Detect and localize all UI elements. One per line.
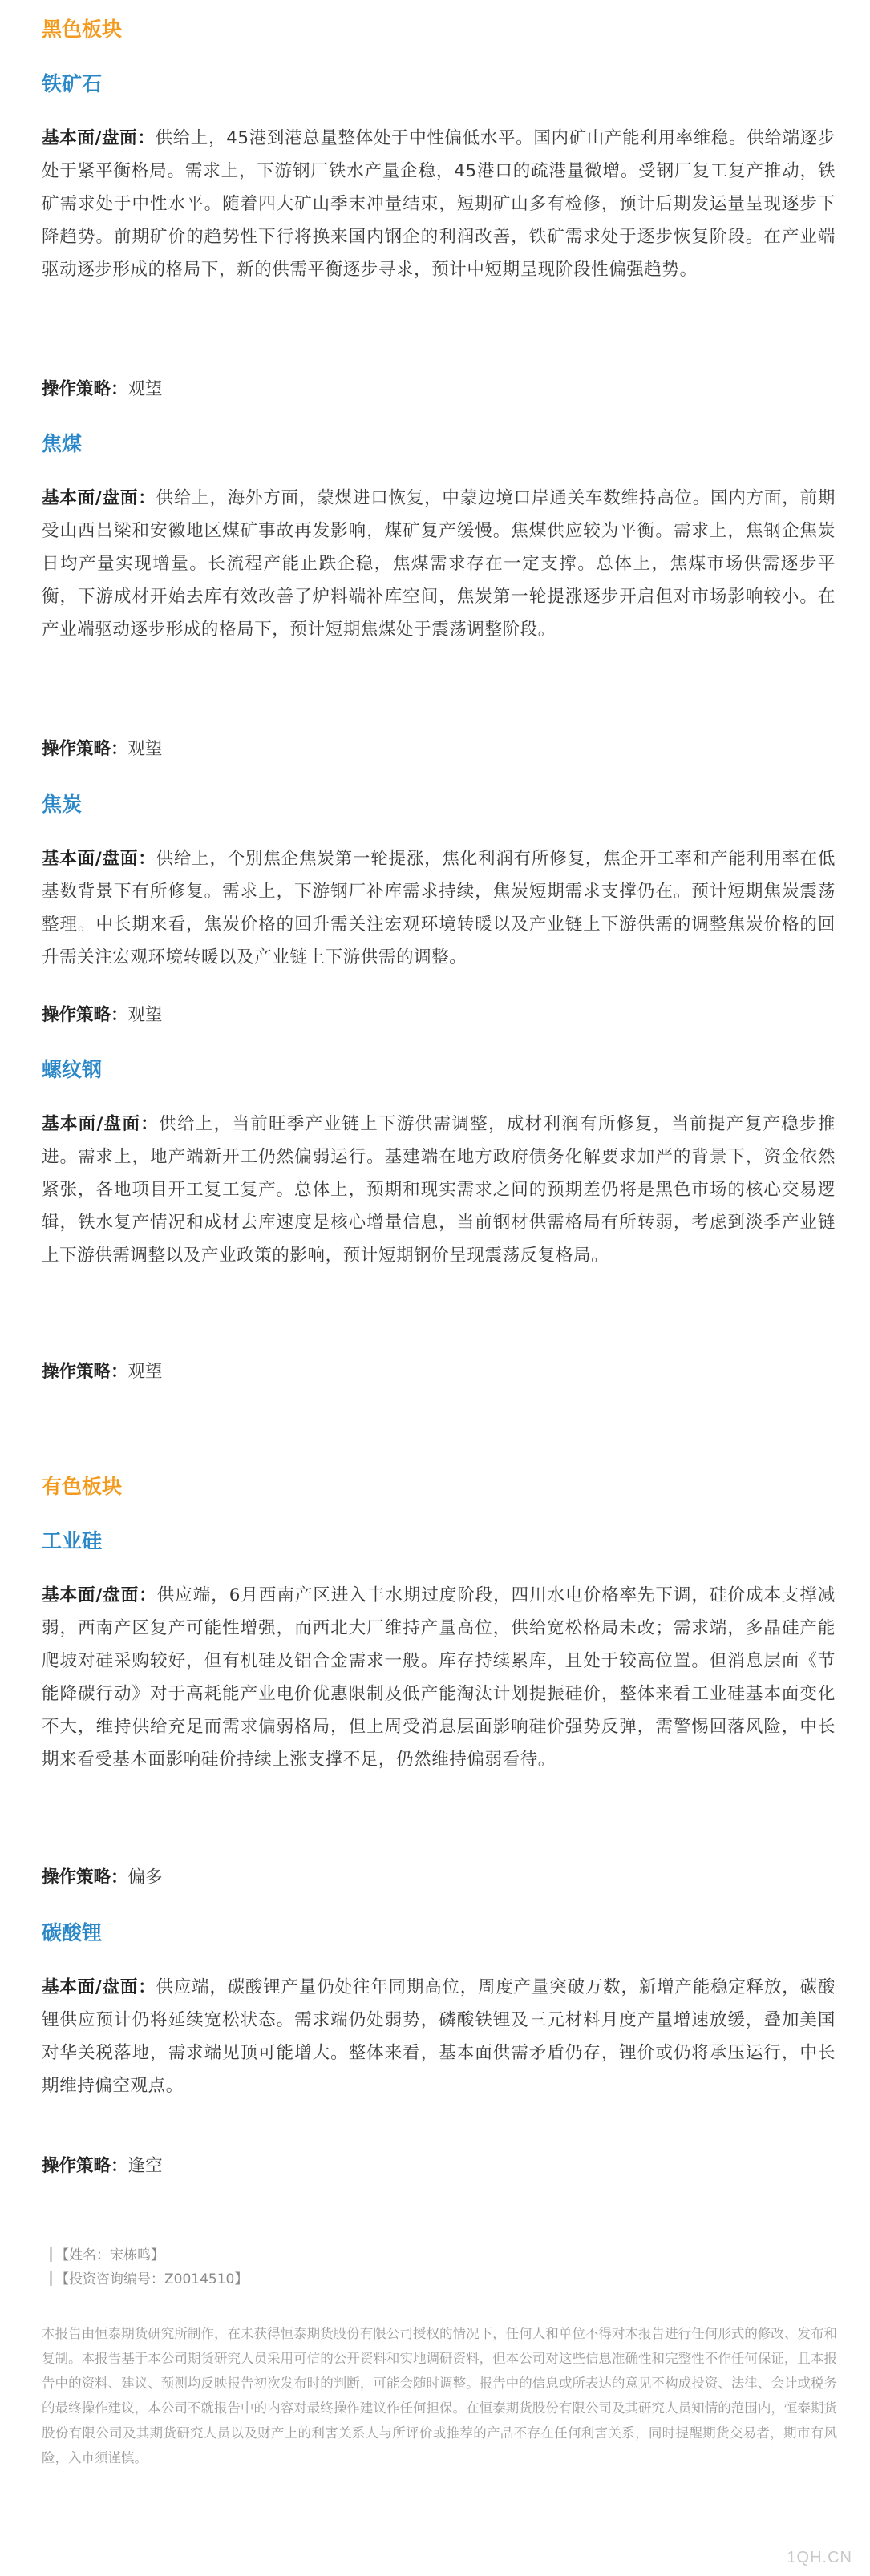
strategy-label: 操作策略： — [42, 1867, 128, 1888]
paragraph-coke — [42, 842, 836, 974]
strategy-value: 偏多 — [127, 1867, 163, 1888]
item-title-coke: 焦炭 — [42, 793, 83, 816]
strategy-label: 操作策略： — [42, 379, 128, 399]
fundamental-text: 供给上，当前旺季产业链上下游供需调整，成材利润有所修复，当前提产复产稳步推进。需求上，地产端新开工仍然偏弱运行。基建端在地方政府债务化解要求加严的背景下，资金依然紧张，各地项目开工复工复产。总体上，预期和现实需求之间的预期差仍将是黑色市场的核心交易逻辑，铁水复产情况和成材去库速度是核心增量信息，当前钢材供需格局有所转弱，考虑到淡季产业链上下游供需调整以及产业政策的影响，预计短期钢价呈现震荡反复格局。 — [42, 1114, 836, 1266]
strategy-coke — [42, 1002, 163, 1029]
fundamental-text: 供给上，个别焦企焦炭第一轮提涨，焦化利润有所修复，焦企开工率和产能利用率在低基数背景下有所修复。需求上，下游钢厂补库需求持续，焦炭短期需求支撑仍在。预计短期焦炭震荡整理。中长期来看，焦炭价格的回升需关注宏观环境转暖以及产业链上下游供需的调整焦炭价格的回升需关注宏观环境转暖以及产业链上下游供需的调整。 — [42, 849, 836, 967]
item-title-coking-coal: 焦煤 — [42, 432, 83, 455]
site-watermark: 1QH.CN — [787, 2549, 852, 2566]
item-title-rebar: 螺纹钢 — [42, 1058, 103, 1081]
fundamental-text: 供应端，碳酸锂产量仍处往年同期高位，周度产量突破万数，新增产能稳定释放，碳酸锂供应预计仍将延续宽松状态。需求端仍处弱势，磷酸铁锂及三元材料月度产量增速放缓，叠加美国对华关税落地，需求端见顶可能增大。整体来看，基本面供需矛盾仍存，锂价或仍将承压运行，中长期维持偏空观点。 — [42, 1977, 836, 2096]
strategy-value: 观望 — [127, 739, 163, 759]
strategy-value: 观望 — [127, 379, 163, 399]
strategy-value: 逢空 — [127, 2156, 163, 2176]
item-title-iron-ore: 铁矿石 — [42, 72, 103, 95]
paragraph-industrial-silicon — [42, 1579, 836, 1776]
strategy-value: 观望 — [127, 1005, 163, 1025]
strategy-label: 操作策略： — [42, 1362, 128, 1382]
fundamental-label: 基本面/盘面： — [42, 1114, 160, 1134]
strategy-label: 操作策略： — [42, 739, 128, 759]
disclaimer-text: 本报告由恒泰期货研究所制作，在未获得恒泰期货股份有限公司授权的情况下，任何人和单位不得对本报告进行任何形式的修改、发布和复制。本报告基于本公司期货研究人员采用可信的公开资料和实地调研资料，但本公司对这些信息准确性和完整性不作任何保证，且本报告中的资料、建议、预测均反映报告初次发布时的判断，可能会随时调整。报告中的信息或所表达的意见不构成投资、法律、会计或税务的最终操作建议，本公司不就报告中的内容对最终操作建议作任何担保。在恒泰期货股份有限公司及其研究人员知情的范围内，恒泰期货股份有限公司及其期货研究人员以及财产上的利害关系人与所评价或推荐的产品不存在任何利害关系，同时提醒期货交易者，期市有风险，入市须谨慎。 — [42, 2326, 837, 2465]
strategy-rebar — [42, 1359, 163, 1386]
item-title-industrial-silicon: 工业硅 — [42, 1529, 103, 1552]
strategy-coking-coal — [42, 736, 163, 763]
item-title-lithium-carbonate: 碳酸锂 — [42, 1921, 103, 1944]
fundamental-text: 供给上，海外方面，蒙煤进口恢复，中蒙边境口岸通关车数维持高位。国内方面，前期受山西吕梁和安徽地区煤矿事故再发影响，煤矿复产缓慢。焦煤供应较为平衡。需求上，焦钢企焦炭日均产量实现增量。长流程产能止跌企稳，焦煤需求存在一定支撑。总体上，焦煤市场供需逐步平衡，下游成材开始去库有效改善了炉料端补库空间，焦炭第一轮提涨逐步开启但对市场影响较小。在产业端驱动逐步形成的格局下，预计短期焦煤处于震荡调整阶段。 — [42, 488, 836, 640]
strategy-label: 操作策略： — [42, 1005, 128, 1025]
fundamental-text: 供给上，45港到港总量整体处于中性偏低水平。国内矿山产能利用率维稳。供给端逐步处于紧平衡格局。需求上，下游钢厂铁水产量企稳，45港口的疏港量微增。受钢厂复工复产推动，铁矿需求处于中性水平。随着四大矿山季末冲量结束，短期矿山多有检修，预计后期发运量呈现逐步下降趋势。前期矿价的趋势性下行将换来国内钢企的利润改善，铁矿需求处于逐步恢复阶段。在产业端驱动逐步形成的格局下，新的供需平衡逐步寻求，预计中短期呈现阶段性偏强趋势。 — [42, 128, 836, 280]
paragraph-coking-coal — [42, 482, 836, 646]
strategy-lithium-carbonate — [42, 2153, 163, 2180]
paragraph-rebar — [42, 1108, 836, 1272]
author-bar — [50, 2247, 52, 2262]
fundamental-label: 基本面/盘面： — [42, 128, 156, 148]
paragraph-iron-ore — [42, 122, 836, 286]
fundamental-label: 基本面/盘面： — [42, 1977, 156, 1997]
strategy-iron-ore — [42, 376, 163, 403]
author-name: 【姓名：宋栋鸣】 — [50, 2244, 370, 2267]
paragraph-lithium-carbonate — [42, 1971, 836, 2102]
fundamental-label: 基本面/盘面： — [42, 1585, 157, 1605]
fundamental-label: 基本面/盘面： — [42, 849, 156, 869]
author-bar — [50, 2271, 52, 2286]
section-title-black: 黑色板块 — [42, 18, 123, 41]
fundamental-label: 基本面/盘面： — [42, 488, 156, 508]
section-title-nonferrous: 有色板块 — [42, 1475, 123, 1498]
author-license: 【投资咨询编号：Z0014510】 — [50, 2268, 370, 2291]
strategy-value: 观望 — [127, 1362, 163, 1382]
strategy-label: 操作策略： — [42, 2156, 128, 2176]
strategy-industrial-silicon — [42, 1864, 163, 1892]
fundamental-text: 供应端，6月西南产区进入丰水期过度阶段，四川水电价格率先下调，硅价成本支撑减弱，西南产区复产可能性增强，而西北大厂维持产量高位，供给宽松格局未改；需求端，多晶硅产能爬坡对硅采购较好，但有机硅及铝合金需求一般。库存持续累库，且处于较高位置。但消息层面《节能降碳行动》对于高耗能产业电价优惠限制及低产能淘汰计划提振硅价，整体来看工业硅基本面变化不大，维持供给充足而需求偏弱格局，但上周受消息层面影响硅价强势反弹，需警惕回落风险，中长期来看受基本面影响硅价持续上涨支撑不足，仍然维持偏弱看待。 — [42, 1585, 836, 1770]
